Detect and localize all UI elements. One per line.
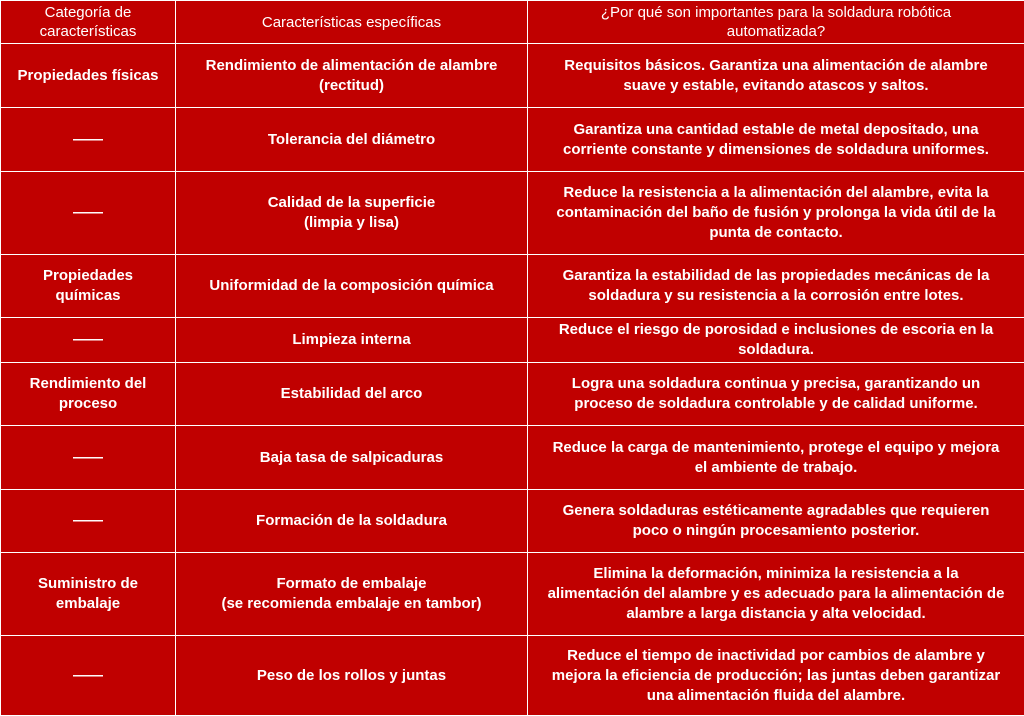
table-row — [1, 255, 1024, 318]
importance-cell: Reduce la carga de mantenimiento, protege el equipo y mejora el ambiente de trabajo. — [528, 426, 1024, 490]
category-cell: —— — [1, 490, 176, 553]
header-importance: ¿Por qué son importantes para la soldadura robótica automatizada? — [528, 1, 1024, 44]
category-cell: —— — [1, 108, 176, 172]
importance-cell: Reduce el tiempo de inactividad por cambios de alambre y mejora la eficiencia de producción; las juntas deben garantizar una alimentación fluida del alambre. — [528, 636, 1024, 716]
header-category: Categoría de características — [1, 1, 176, 44]
importance-cell: Garantiza una cantidad estable de metal depositado, una corriente constante y dimensiones de soldadura uniformes. — [528, 108, 1024, 172]
importance-cell: Elimina la deformación, minimiza la resistencia a la alimentación del alambre y es adecuado para la alimentación de alambre a larga distancia y alta velocidad. — [528, 553, 1024, 636]
category-cell: Propiedades físicas — [1, 44, 176, 108]
feature-cell: Tolerancia del diámetro — [176, 108, 528, 172]
feature-cell: Formación de la soldadura — [176, 490, 528, 553]
feature-cell: Rendimiento de alimentación de alambre (rectitud) — [176, 44, 528, 108]
category-cell: —— — [1, 636, 176, 716]
table-row — [1, 426, 1024, 490]
category-cell: Propiedades químicas — [1, 255, 176, 318]
feature-cell: Uniformidad de la composición química — [176, 255, 528, 318]
importance-cell: Garantiza la estabilidad de las propiedades mecánicas de la soldadura y su resistencia a la corrosión entre lotes. — [528, 255, 1024, 318]
feature-cell: Estabilidad del arco — [176, 363, 528, 426]
category-cell: Suministro de embalaje — [1, 553, 176, 636]
table-row — [1, 490, 1024, 553]
importance-cell: Reduce el riesgo de porosidad e inclusiones de escoria en la soldadura. — [528, 318, 1024, 363]
table-row — [1, 172, 1024, 255]
feature-cell: Calidad de la superficie (limpia y lisa) — [176, 172, 528, 255]
category-cell: —— — [1, 172, 176, 255]
table-row — [1, 363, 1024, 426]
table-header-row — [1, 1, 1024, 44]
importance-cell: Reduce la resistencia a la alimentación del alambre, evita la contaminación del baño de fusión y prolonga la vida útil de la punta de contacto. — [528, 172, 1024, 255]
feature-cell: Baja tasa de salpicaduras — [176, 426, 528, 490]
table-row — [1, 553, 1024, 636]
table-row — [1, 44, 1024, 108]
feature-cell: Peso de los rollos y juntas — [176, 636, 528, 716]
importance-cell: Logra una soldadura continua y precisa, garantizando un proceso de soldadura controlable y de calidad uniforme. — [528, 363, 1024, 426]
feature-cell: Formato de embalaje (se recomienda embalaje en tambor) — [176, 553, 528, 636]
importance-cell: Requisitos básicos. Garantiza una alimentación de alambre suave y estable, evitando atascos y saltos. — [528, 44, 1024, 108]
importance-cell: Genera soldaduras estéticamente agradables que requieren poco o ningún procesamiento posterior. — [528, 490, 1024, 553]
category-cell: Rendimiento del proceso — [1, 363, 176, 426]
category-cell: —— — [1, 426, 176, 490]
header-features: Características específicas — [176, 1, 528, 44]
feature-cell: Limpieza interna — [176, 318, 528, 363]
category-cell: —— — [1, 318, 176, 363]
table-row — [1, 318, 1024, 363]
table-row — [1, 636, 1024, 716]
table-row — [1, 108, 1024, 172]
